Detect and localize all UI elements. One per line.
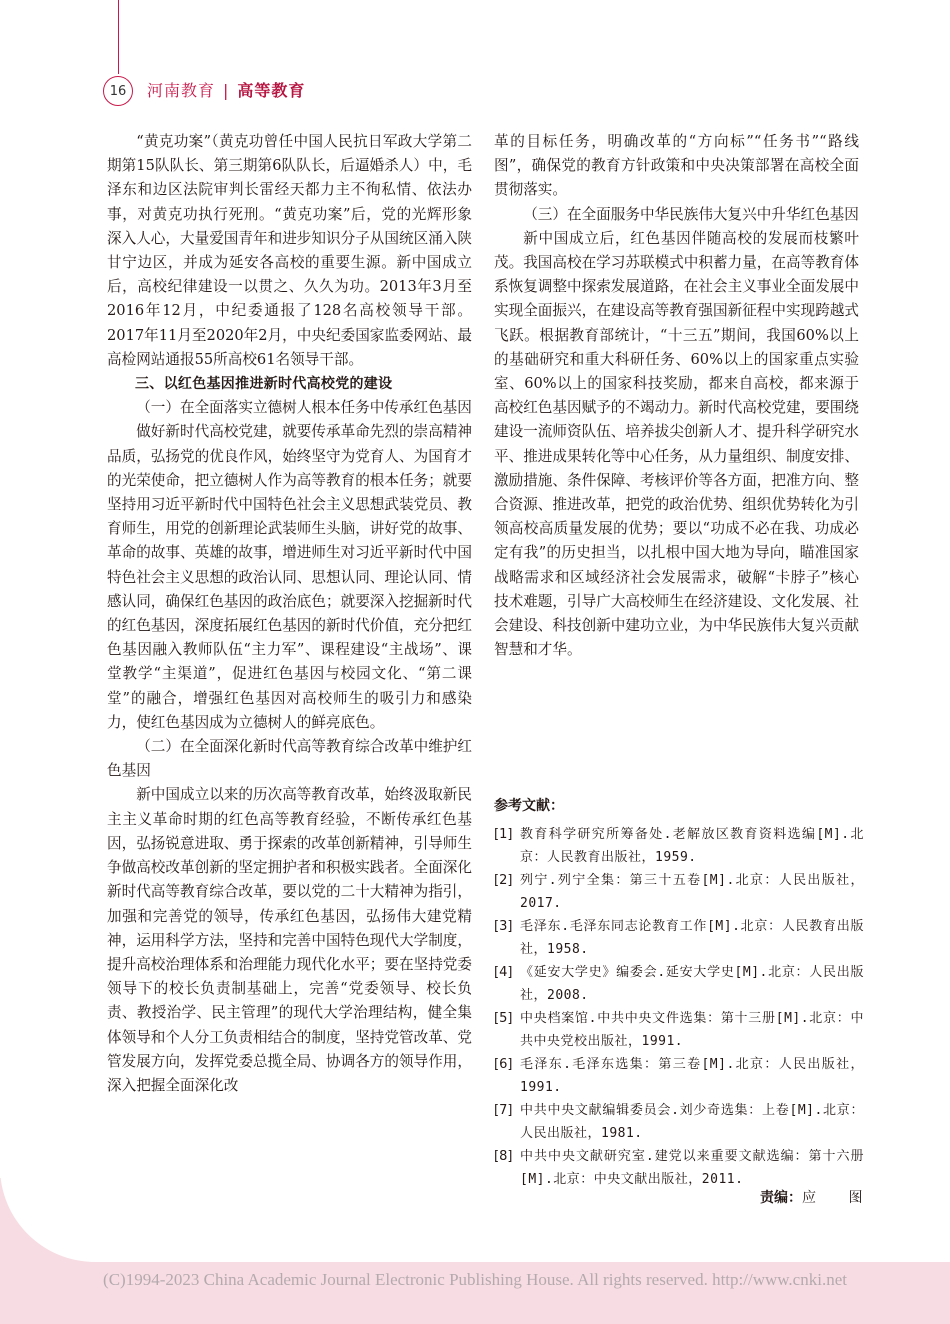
reference-item [494, 1007, 864, 1053]
reference-number: [4] [494, 965, 513, 980]
paragraph: 革的目标任务，明确改革的“方向标”“任务书”“路线图”，确保党的教育方针政策和中央决策部署在高校全面贯彻落实。 [494, 133, 859, 199]
reference-number: [2] [494, 873, 513, 888]
paragraph: 新中国成立以来的历次高等教育改革，始终汲取新民主主义革命时期的红色高等教育经验，不断传承红色基因，弘扬锐意进取、勇于探索的改革创新精神，引导师生争做高校改革创新的坚定拥护者和积极实践者。全面深化新时代高等教育综合改革，要以党的二十大精神为指引，加强和完善党的领导，传承红色基因，弘扬伟大建党精神，运用科学方法，坚持和完善中国特色现代大学制度，提升高校治理体系和治理能力现代化水平；要在坚持党委领导下的校长负责制基础上，完善“党委领导、校长负责、教授治学、民主管理”的现代大学治理结构，健全集体领导和个人分工负责相结合的制度，坚持党管改革、党管发展方向，发挥党委总揽全局、协调各方的领导作用，深入把握全面深化改 [107, 786, 472, 1094]
paragraph: （二）在全面深化新时代高等教育综合改革中维护红色基因 [107, 738, 472, 780]
reference-item [494, 915, 864, 961]
reference-number: [7] [494, 1103, 513, 1118]
reference-number: [1] [494, 827, 513, 842]
journal-name: 河南教育 [147, 81, 216, 100]
reference-item [494, 1099, 864, 1145]
header-rule [118, 0, 119, 74]
reference-number: [3] [494, 919, 513, 934]
paragraph: 做好新时代高校党建，就要传承革命先烈的崇高精神品质，弘扬党的优良作风，始终坚守为党育人、为国育才的光荣使命，把立德树人作为高等教育的根本任务；就要坚持用习近平新时代中国特色社会主义思想武装党员、教育师生，用党的创新理论武装师生头脑，讲好党的故事、革命的故事、英雄的故事，增进师生对习近平新时代中国特色社会主义思想的政治认同、思想认同、理论认同、情感认同，确保红色基因的政治底色；就要深入挖掘新时代的红色基因，深度拓展红色基因的新时代价值，充分把红色基因融入教师队伍“主力军”、课程建设“主战场”、课堂教学“主渠道”，促进红色基因与校园文化、“第二课堂”的融合，增强红色基因对高校师生的吸引力和感染力，使红色基因成为立德树人的鲜亮底色。 [107, 423, 472, 731]
reference-number: [6] [494, 1057, 513, 1072]
reference-text: 毛泽东.毛泽东选集：第三卷[M].北京：人民出版社，1991. [520, 1057, 864, 1095]
editor-credit [760, 1187, 876, 1207]
header-separator: | [223, 81, 230, 100]
reference-text: 毛泽东.毛泽东同志论教育工作[M].北京：人民教育出版社，1958. [520, 919, 864, 957]
reference-text: 中共中央文献研究室.建党以来重要文献选编：第十六册[M].北京：中央文献出版社，2011. [520, 1149, 864, 1187]
reference-number: [5] [494, 1011, 513, 1026]
editor-label: 责编： [760, 1190, 802, 1206]
left-column [107, 130, 472, 1098]
paragraph: 新中国成立后，红色基因伴随高校的发展而枝繁叶茂。我国高校在学习苏联模式中积蓄力量，在高等教育体系恢复调整中探索发展道路，在社会主义事业全面发展中实现全面振兴，在建设高等教育强国新征程中实现跨越式飞跃。根据教育部统计，“十三五”期间，我国60%以上的基础研究和重大科研任务、60%以上的国家重点实验室、60%以上的国家科技奖励，都来自高校，都来源于高校红色基因赋予的不竭动力。新时代高校党建，要围绕建设一流师资队伍、培养拔尖创新人才、提升科学研究水平、推进成果转化等中心任务，从力量组织、制度安排、激励措施、条件保障、考核评价等各方面，把准方向、整合资源、推进改革，把党的政治优势、组织优势转化为引领高校高质量发展的优势；要以“功成不必在我、功成必定有我”的历史担当，以扎根中国大地为导向，瞄准国家战略需求和区域经济社会发展需求，破解“卡脖子”核心技术难题，引导广大高校师生在经济建设、文化发展、社会建设、科技创新中建功立业，为中华民族伟大复兴贡献智慧和才华。 [494, 229, 859, 659]
page-number: 16 [103, 76, 133, 106]
reference-text: 列宁.列宁全集：第三十五卷[M].北京：人民出版社，2017. [520, 873, 864, 911]
reference-text: 中共中央文献编辑委员会.刘少奇选集：上卷[M].北京：人民出版社，1981. [520, 1103, 864, 1141]
reference-item [494, 961, 864, 1007]
reference-number: [8] [494, 1149, 513, 1164]
references [494, 795, 864, 1191]
copyright-footer: (C)1994-2023 China Academic Journal Electronic Publishing House. All rights reserved. http://www.cnki.net [103, 1270, 847, 1289]
paragraph: （三）在全面服务中华民族伟大复兴中升华红色基因 [523, 205, 859, 223]
reference-item [494, 1053, 864, 1099]
references-title: 参考文献： [494, 798, 564, 814]
reference-text: 教育科学研究所筹备处.老解放区教育资料选编[M].北京：人民教育出版社，1959. [520, 827, 864, 865]
reference-item [494, 823, 864, 869]
reference-item [494, 1145, 864, 1191]
paragraph: “黄克功案”（黄克功曾任中国人民抗日军政大学第二期第15队队长、第三期第6队队长，后逼婚杀人）中，毛泽东和边区法院审判长雷经天都力主不徇私情、依法办事，对黄克功执行死刑。“黄克功案”后，党的光辉形象深入人心，大量爱国青年和进步知识分子从国统区涌入陕甘宁边区，并成为延安各高校的重要生源。新中国成立后，高校纪律建设一以贯之、久久为功。2013年3月至2016年12月，中纪委通报了128名高校领导干部。2017年11月至2020年2月，中央纪委国家监委网站、最高检网站通报55所高校61名领导干部。 [107, 133, 472, 368]
running-header [147, 78, 305, 101]
reference-text: 中央档案馆.中共中央文件选集：第十三册[M].北京：中共中央党校出版社，1991. [520, 1011, 864, 1049]
section-name: 高等教育 [237, 81, 306, 100]
reference-item [494, 869, 864, 915]
reference-list [494, 823, 864, 1191]
reference-text: 《延安大学史》编委会.延安大学史[M].北京：人民出版社，2008. [520, 965, 864, 1003]
right-column [494, 130, 859, 662]
editor-name: 应 图 [802, 1190, 877, 1206]
paragraph: （一）在全面落实立德树人根本任务中传承红色基因 [136, 399, 472, 417]
section-heading: 三、以红色基因推进新时代高校党的建设 [135, 376, 393, 393]
